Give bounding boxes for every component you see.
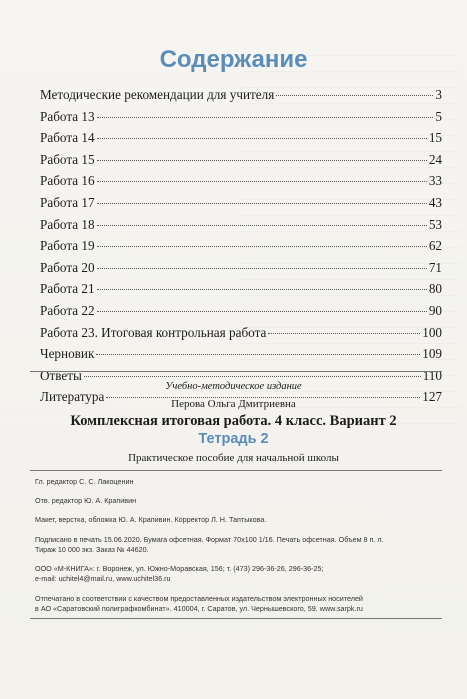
toc-entry-label: Работа 23. Итоговая контрольная работа [40, 324, 267, 340]
toc-entry-label: Работа 13 [40, 108, 95, 124]
table-of-contents [40, 84, 442, 408]
toc-entry-label: Работа 20 [40, 259, 95, 275]
toc-entry-page: 100 [422, 324, 442, 340]
toc-entry[interactable] [40, 192, 442, 214]
toc-entry-page: 109 [422, 346, 442, 362]
toc-entry-label: Работа 21 [40, 281, 95, 297]
toc-entry-page: 43 [428, 194, 442, 210]
toc-entry-page: 53 [428, 216, 442, 232]
toc-entry[interactable] [40, 235, 442, 257]
toc-entry[interactable] [40, 300, 442, 322]
toc-entry-page: 80 [428, 281, 442, 297]
toc-entry[interactable] [40, 322, 442, 344]
chief-editor-line: Гл. редактор С. С. Лакоценин [35, 477, 134, 486]
toc-leader [97, 203, 427, 204]
toc-entry[interactable] [40, 343, 442, 365]
toc-entry-label: Работа 16 [40, 173, 95, 189]
toc-entry-label: Ответы [40, 367, 82, 383]
layout-credits-line: Макет, верстка, обложка Ю. А. Крапивин. Корректор Л. Н. Таптыкова. [35, 515, 267, 524]
toc-entry-page: 24 [428, 151, 442, 167]
toc-leader [97, 138, 427, 139]
edition-kind: Учебно-методическое издание [165, 381, 302, 392]
toc-leader [97, 181, 427, 182]
toc-leader [84, 376, 421, 377]
toc-leader [97, 160, 427, 161]
imprint-divider-top [30, 371, 442, 372]
toc-entry-label: Работа 15 [40, 151, 95, 167]
toc-leader [268, 333, 420, 334]
toc-entry-page: 15 [428, 130, 442, 146]
toc-entry-page: 71 [428, 259, 442, 275]
toc-entry-page: 90 [428, 302, 442, 318]
imprint-divider-mid [30, 470, 442, 471]
toc-leader [97, 268, 427, 269]
toc-entry[interactable] [40, 127, 442, 149]
toc-entry-label: Работа 14 [40, 130, 95, 146]
toc-entry[interactable] [40, 170, 442, 192]
publisher-address-line: ООО «М-КНИГА»: г. Воронеж, ул. Южно-Моравская, 156; т. (473) 296-36-26, 296-36-25; [35, 564, 324, 573]
toc-entry-page: 62 [428, 238, 442, 254]
toc-entry[interactable] [40, 214, 442, 236]
toc-entry[interactable] [40, 278, 442, 300]
toc-entry-page: 5 [435, 108, 442, 124]
toc-leader [96, 354, 420, 355]
printing-note-line: Отпечатано в соответствии с качеством предоставленных издательством электронных носителей [35, 594, 363, 603]
imprint-divider-bottom [30, 618, 442, 619]
toc-entry[interactable] [40, 149, 442, 171]
toc-entry-label: Работа 19 [40, 238, 95, 254]
toc-leader [97, 117, 434, 118]
toc-entry-page: 3 [435, 87, 442, 102]
print-run-line: Тираж 10 000 экз. Заказ № 44620. [35, 545, 149, 554]
toc-entry-page: 110 [422, 367, 442, 383]
toc-entry-label: Работа 22 [40, 302, 95, 318]
managing-editor-line: Отв. редактор Ю. А. Крапивин [35, 496, 137, 505]
toc-leader [97, 225, 427, 226]
toc-entry-page: 127 [422, 389, 442, 405]
book-subtitle: Практическое пособие для начальной школы [128, 452, 339, 464]
toc-leader [97, 246, 427, 247]
page-title: Содержание [159, 46, 308, 73]
toc-entry-label: Литература [40, 389, 105, 405]
toc-entry[interactable] [40, 257, 442, 279]
toc-leader [276, 95, 433, 96]
toc-entry-page: 33 [428, 173, 442, 189]
toc-entry-label: Черновик [40, 346, 95, 362]
author-name: Перова Ольга Дмитриевна [171, 398, 296, 410]
book-title: Комплексная итоговая работа. 4 класс. Вариант 2 [70, 413, 397, 429]
toc-entry-label: Работа 18 [40, 216, 95, 232]
toc-leader [97, 311, 427, 312]
publisher-contacts-line: e-mail: uchitel4@mail.ru, www.uchitel36.ru [35, 574, 171, 583]
toc-entry[interactable] [40, 106, 442, 128]
notebook-number: Тетрадь 2 [198, 431, 269, 447]
toc-entry[interactable] [40, 84, 442, 106]
printer-address-line: в АО «Саратовский полиграфкомбинат». 410004, г. Саратов, ул. Чернышевского, 59. www.sarpk.ru [35, 604, 363, 613]
toc-entry-label: Работа 17 [40, 194, 95, 210]
toc-entry-label: Методические рекомендации для учителя [40, 87, 275, 102]
toc-leader [97, 289, 427, 290]
print-details-line: Подписано в печать 15.06.2020. Бумага офсетная. Формат 70x100 1/16. Печать офсетная. Объем 8 п. л. [35, 535, 384, 544]
